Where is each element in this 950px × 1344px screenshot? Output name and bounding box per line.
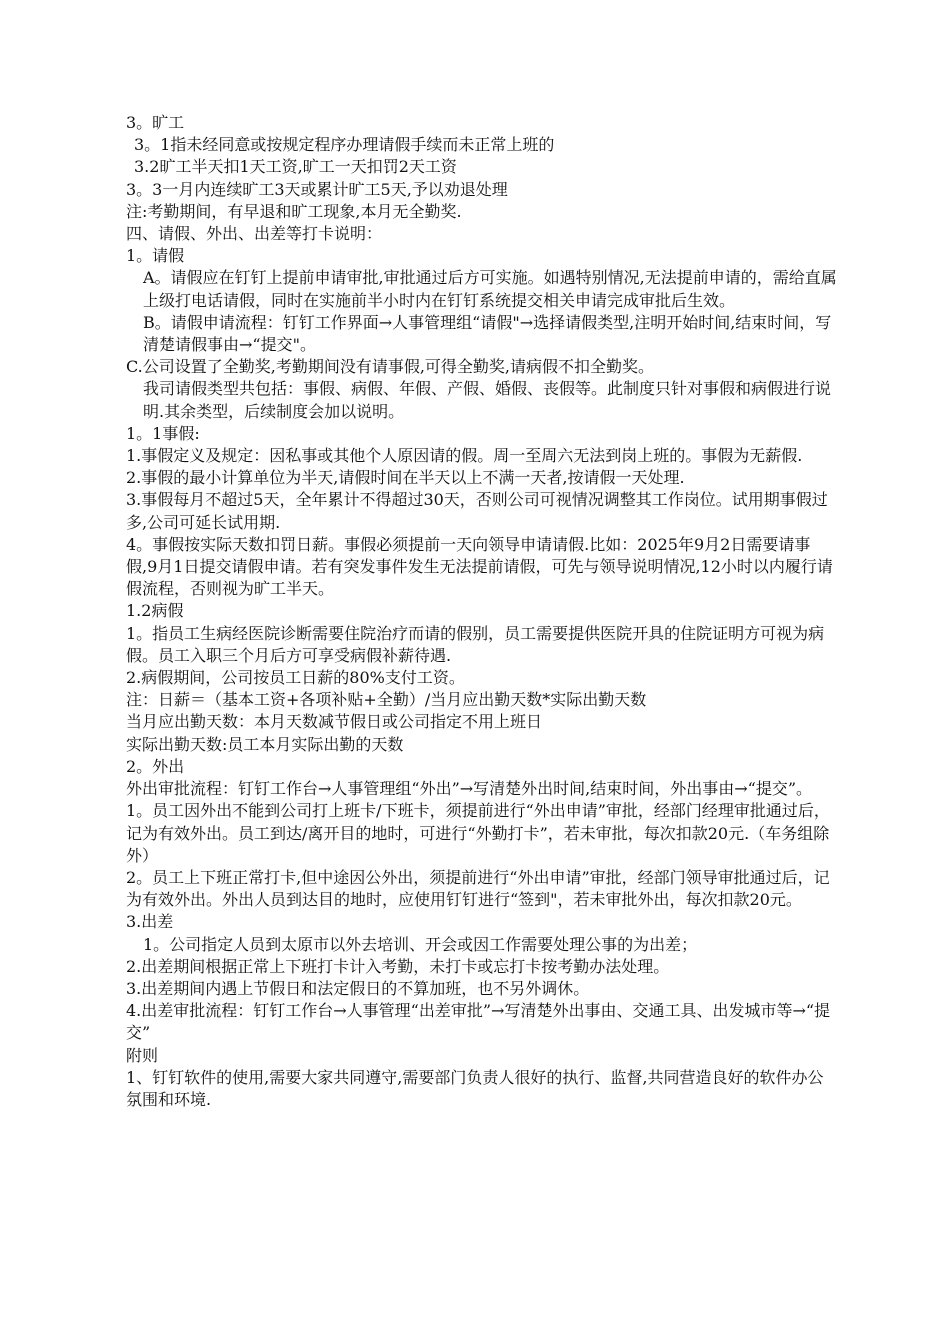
paragraph-absence-3-1: 3。1指未经同意或按规定程序办理请假手续而未正常上班的 (134, 135, 555, 155)
paragraph-leave-types: 我司请假类型共包括：事假、病假、年假、产假、婚假、丧假等。此制度只针对事假和病假进行说明.其余类型，后续制度会加以说明。 (143, 379, 832, 421)
paragraph-absence-3-3: 3。3一月内连续旷工3天或累计旷工5天,予以劝退处理 (126, 179, 508, 199)
paragraph-business-trip-3: 3.出差期间内遇上节假日和法定假日的不算加班，也不另外调休。 (126, 978, 590, 998)
paragraph-sick-leave-1: 1。指员工生病经医院诊断需要住院治疗而请的假别，员工需要提供医院开具的住院证明方可视为病假。员工入职三个月后方可享受病假补薪待遇. (126, 623, 825, 665)
subheading-leave: 1。请假 (126, 246, 185, 266)
paragraph-business-trip-4: 4.出差审批流程：钉钉工作台→人事管理“出差审批”→写清楚外出事由、交通工具、出发城市等→“提交” (126, 1001, 831, 1043)
definition-actual-days: 实际出勤天数:员工本月实际出勤的天数 (126, 734, 404, 754)
paragraph-leave-a: A。请假应在钉钉上提前申请审批,审批通过后方可实施。如遇特别情况,无法提前申请的，需给直属上级打电话请假，同时在实施前半小时内在钉钉系统提交相关申请完成审批后生效。 (143, 268, 837, 310)
paragraph-sick-leave-2: 2.病假期间，公司按员工日薪的80%支付工资。 (126, 668, 465, 688)
paragraph-personal-leave-1: 1.事假定义及规定：因私事或其他个人原因请的假。周一至周六无法到岗上班的。事假为无薪假. (126, 446, 803, 466)
note-daily-wage: 注：日薪＝（基本工资+各项补贴+全勤）/当月应出勤天数*实际出勤天数 (126, 690, 647, 710)
paragraph-going-out-flow: 外出审批流程：钉钉工作台→人事管理组“外出”→写清楚外出时间,结束时间，外出事由→“提交”。 (126, 779, 813, 799)
note-attendance: 注:考勤期间，有早退和旷工现象,本月无全勤奖. (126, 201, 462, 221)
paragraph-appendix-1: 1、钉钉软件的使用,需要大家共同遵守,需要部门负责人很好的执行、监督,共同营造良好的软件办公氛围和环境. (126, 1067, 824, 1109)
paragraph-personal-leave-3: 3.事假每月不超过5天，全年累计不得超过30天，否则公司可视情况调整其工作岗位。试用期事假过多,公司可延长试用期. (126, 490, 828, 532)
subheading-personal-leave: 1。1事假: (126, 423, 200, 443)
paragraph-business-trip-2: 2.出差期间根据正常上下班打卡计入考勤，未打卡或忘打卡按考勤办法处理。 (126, 956, 670, 976)
subheading-going-out: 2。外出 (126, 756, 185, 776)
paragraph-personal-leave-2: 2.事假的最小计算单位为半天,请假时间在半天以上不满一天者,按请假一天处理. (126, 468, 685, 488)
paragraph-business-trip-1: 1。公司指定人员到太原市以外去培训、开会或因工作需要处理公事的为出差； (143, 934, 698, 954)
document-body (126, 112, 838, 1111)
paragraph-absence-3-2: 3.2旷工半天扣1天工资,旷工一天扣罚2天工资 (134, 157, 457, 177)
section-heading-leave-clock: 四、请假、外出、出差等打卡说明： (126, 224, 383, 244)
paragraph-leave-c: C.公司设置了全勤奖,考勤期间没有请事假,可得全勤奖,请病假不扣全勤奖。 (126, 357, 655, 377)
paragraph-going-out-1: 1。员工因外出不能到公司打上班卡/下班卡，须提前进行“外出申请”审批，经部门经理审批通过后，记为有效外出。员工到达/离开目的地时，可进行“外勤打卡”，若未审批，每次扣款20元.（车务组除外） (126, 801, 830, 865)
paragraph-personal-leave-4: 4。事假按实际天数扣罚日薪。事假必须提前一天向领导申请请假.比如：2025年9月2日需要请事假,9月1日提交请假申请。若有突发事件发生无法提前请假，可先与领导说明情况,12小时以内履行请假流程，否则视为旷工半天。 (126, 534, 833, 599)
section-heading-absence: 3。旷工 (126, 113, 185, 132)
paragraph-going-out-2: 2。员工上下班正常打卡,但中途因公外出，须提前进行“外出申请”审批，经部门领导审批通过后，记为有效外出。外出人员到达目的地时，应使用钉钉进行“签到"，若未审批外出，每次扣款20元。 (126, 867, 830, 910)
subheading-appendix: 附则 (126, 1045, 159, 1065)
subheading-sick-leave: 1.2病假 (126, 601, 184, 621)
paragraph-leave-b: B。请假申请流程：钉钉工作界面→人事管理组“请假"→选择请假类型,注明开始时间,结束时间，写清楚请假事由→“提交"。 (143, 312, 832, 355)
definition-required-days: 当月应出勤天数：本月天数减节假日或公司指定不用上班日 (126, 712, 543, 732)
subheading-business-trip: 3.出差 (126, 912, 174, 932)
